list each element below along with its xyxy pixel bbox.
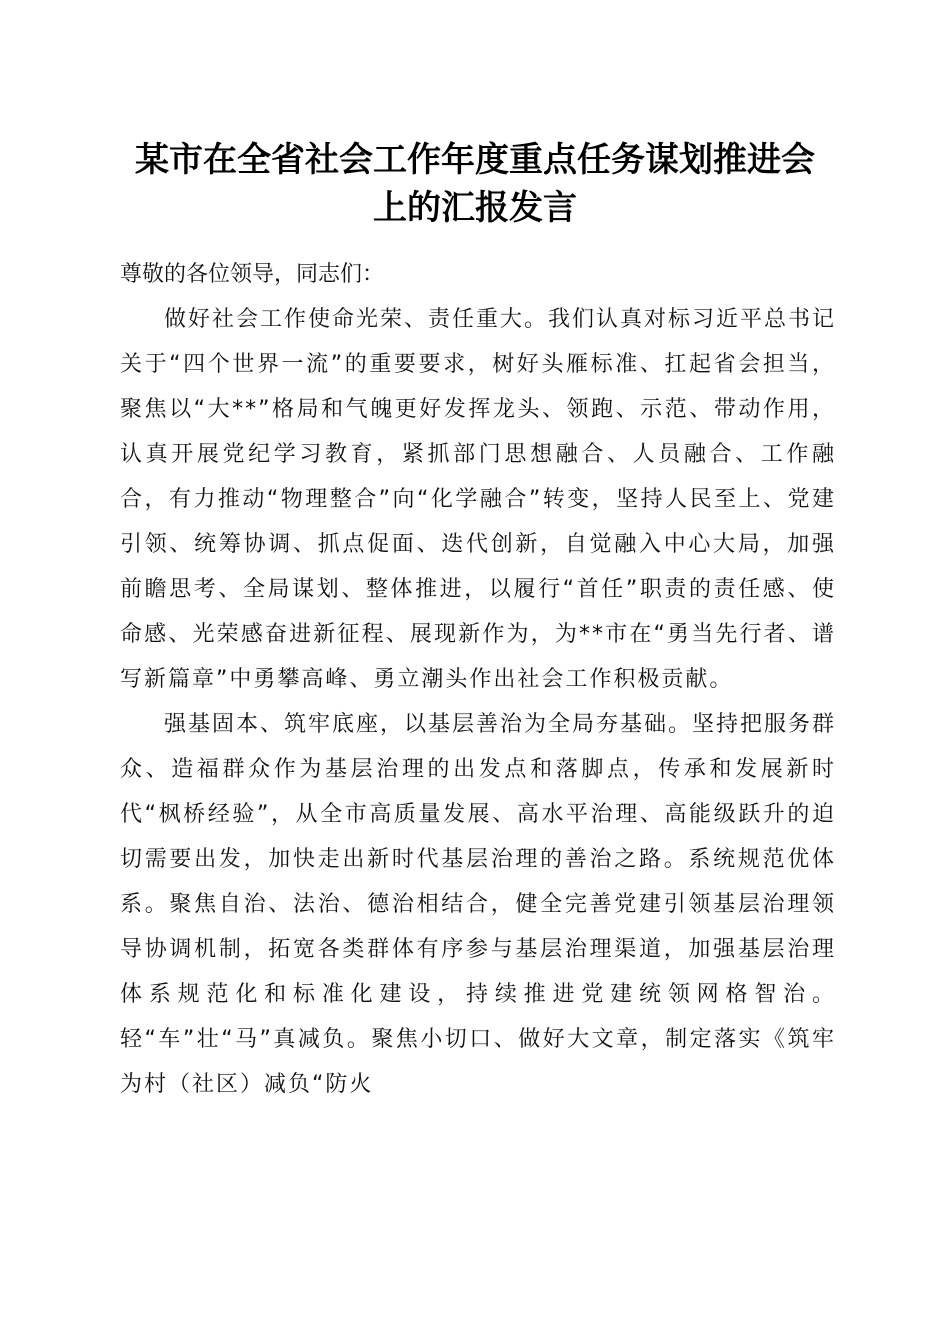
title-line-2: 上的汇报发言 xyxy=(373,188,577,228)
paragraph-1: 做好社会工作使命光荣、责任重大。我们认真对标习近平总书记关于“四个世界一流”的重要要求，树好头雁标准、扛起省会担当，聚焦以“大**”格局和气魄更好发挥龙头、领跑、示范、带动作用，认真开展党纪学习教育，紧抓部门思想融合、人员融合、工作融合，有力推动“物理整合”向“化学融合”转变，坚持人民至上、党建引领、统筹协调、抓点促面、迭代创新，自觉融入中心大局，加强前瞻思考、全局谋划、整体推进，以履行“首任”职责的责任感、使命感、光荣感奋进新征程、展现新作为，为**市在“勇当先行者、谱写新篇章”中勇攀高峰、勇立潮头作出社会工作积极贡献。 xyxy=(120,307,837,692)
paragraph-2: 强基固本、筑牢底座，以基层善治为全局夯基础。坚持把服务群众、造福群众作为基层治理的出发点和落脚点，传承和发展新时代“枫桥经验”，从全市高质量发展、高水平治理、高能级跃升的迫切需要出发，加快走出新时代基层治理的善治之路。系统规范优体系。聚焦自治、法治、德治相结合，健全完善党建引领基层治理领导协调机制，拓宽各类群体有序参与基层治理渠道，加强基层治理体系规范化和标准化建设，持续推进党建统领网格智治。轻“车”壮“马”真减负。聚焦小切口、做好大文章，制定落实《筑牢为村（社区）减负“防火 xyxy=(120,712,837,1097)
document-title xyxy=(100,136,850,232)
document-body xyxy=(120,252,836,1107)
salutation: 尊敬的各位领导，同志们： xyxy=(120,262,385,287)
title-line-1: 某市在全省社会工作年度重点任务谋划推进会 xyxy=(135,140,815,180)
